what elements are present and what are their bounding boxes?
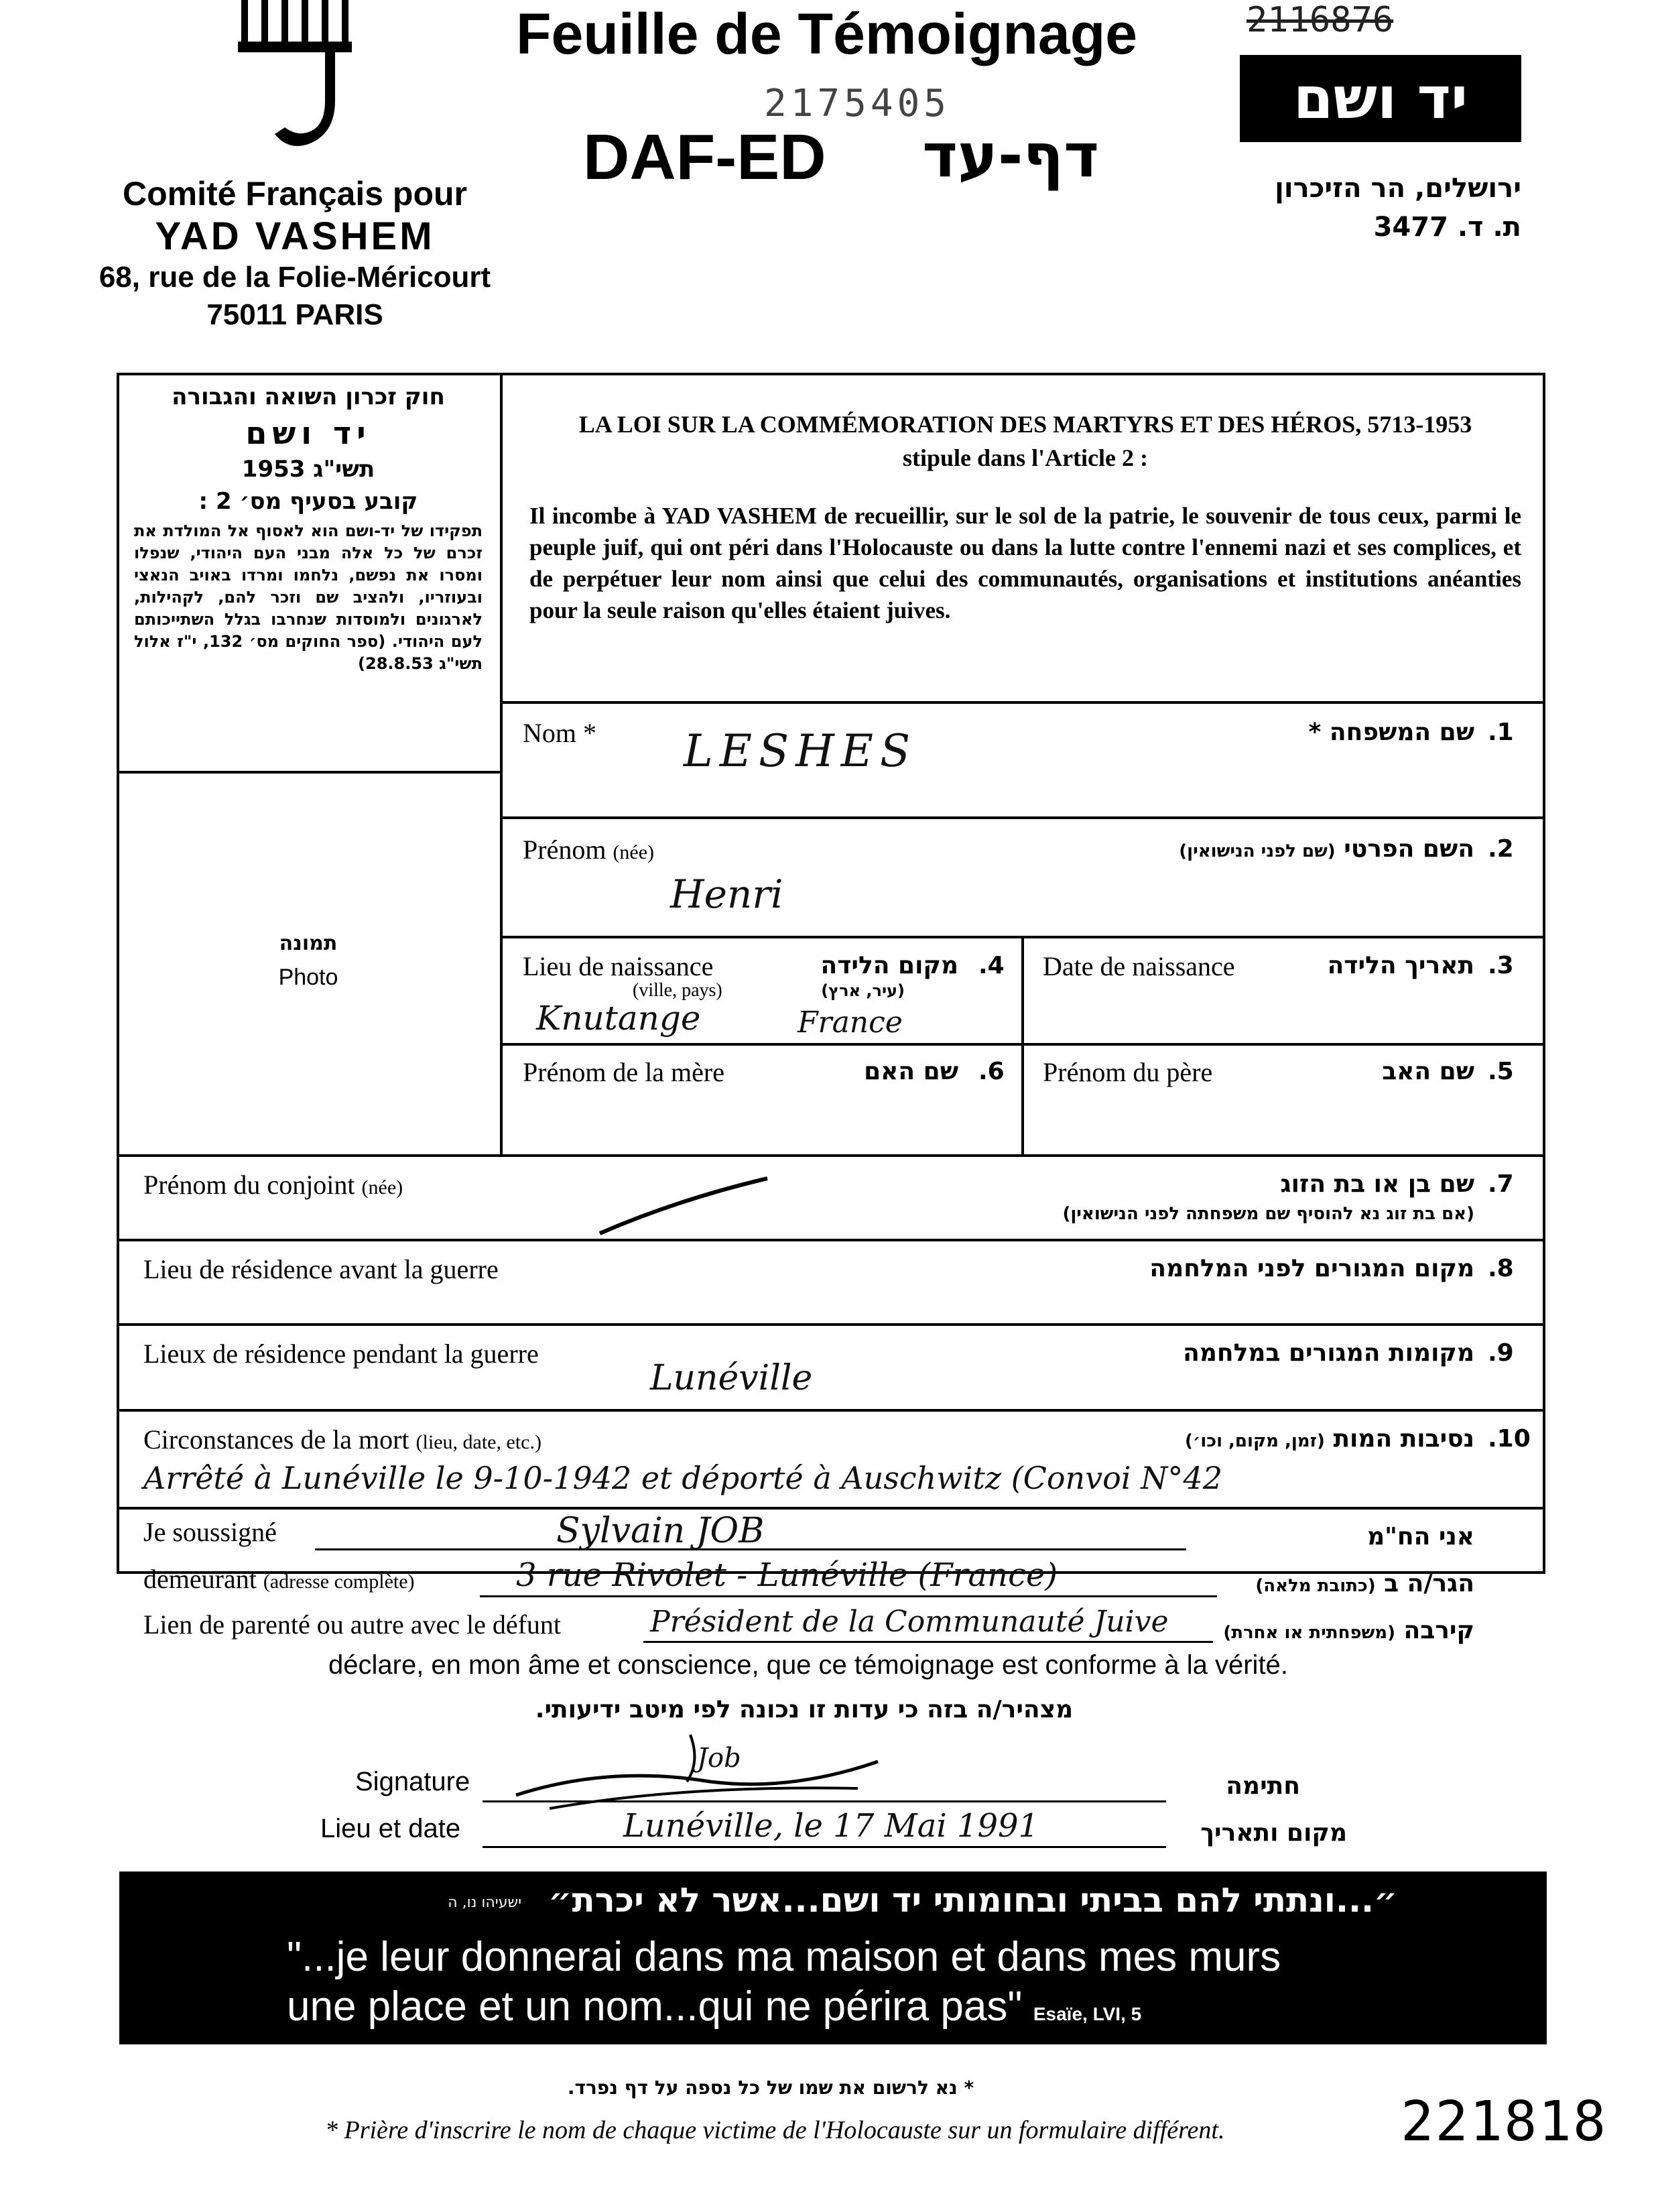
prenom-label-text: Prénom	[523, 835, 607, 865]
lien-label-hebrew	[1220, 1617, 1474, 1644]
residence-pendant-label: Lieux de résidence pendant la guerre	[143, 1339, 539, 1369]
lien-label-hebrew-text: קירבה	[1403, 1617, 1474, 1644]
law-title: LA LOI SUR LA COMMÉMORATION DES MARTYRS ET DES HÉROS, 5713-1953	[578, 411, 1472, 438]
prenom-label-hebrew-small: (שם לפני הנישואין)	[1179, 841, 1336, 861]
hebrew-law-yadvashem: יד ושם	[245, 415, 371, 451]
hebrew-law-title: חוק זכרון השואה והגבורה	[172, 383, 445, 410]
french-law-box	[529, 410, 1521, 626]
yad-vashem-flame-logo	[235, 0, 369, 161]
nom-value[interactable]: LESHES	[684, 725, 917, 777]
lieu-date-label-hebrew: מקום ותאריך	[1200, 1819, 1347, 1847]
declaration-fr: déclare, en mon âme et conscience, que ce témoignage est conforme à la vérité.	[328, 1650, 1288, 1680]
lien-line	[643, 1641, 1213, 1643]
circonstances-label-hebrew	[1005, 1425, 1474, 1453]
lieu-date-value[interactable]: Lunéville, le 17 Mai 1991	[623, 1807, 1039, 1845]
row3-divider	[1021, 936, 1024, 1156]
lien-label: Lien de parenté ou autre avec le défunt	[143, 1609, 562, 1640]
demeurant-line	[480, 1595, 1217, 1597]
nom-label-hebrew	[1072, 719, 1474, 746]
circonstances-label	[143, 1424, 541, 1455]
prenom-label	[523, 834, 654, 865]
conjoint-num: .7	[1488, 1170, 1514, 1198]
residence-avant-num: .8	[1488, 1255, 1514, 1282]
prenom-mere-num: .6	[978, 1058, 1005, 1085]
lieu-naissance-label-hebrew: מקום הלידה	[820, 952, 958, 979]
demeurant-value[interactable]: 3 rue Rivolet - Lunéville (France)	[516, 1556, 1058, 1594]
lieu-naissance-small-hebrew: (עיר, ארץ)	[821, 981, 905, 1000]
demeurant-label-hebrew-text: הגר/ה ב	[1384, 1570, 1474, 1597]
declaration-he: מצהיר/ה בזה כי עדות זו נכונה לפי מיטב ידיעותי.	[535, 1696, 1074, 1723]
signature-label: Signature	[355, 1767, 470, 1796]
hebrew-law-body: תפקידו של יד-ושם הוא לאסוף אל המולדת את זכרם של כל אלה מבני העם היהודי, שנפלו ומסרו את נפשם, נלחמו ומרדו באויב הנאצי ובעוזריו, ולהציב שם וזכר להם, לקהילות, לארגונים ולמוסדות שנחרבו בגלל השתייכותם לעם היהודי. (ספר החוקים מס׳ 132, י"ז אלול תשי"ג 28.8.53)	[134, 521, 483, 673]
hebrew-law-box	[134, 381, 483, 675]
org-city: 75011 PARIS	[206, 298, 383, 331]
banner-french-ref: Esaïe, LVI, 5	[1033, 2004, 1142, 2024]
row6-bottom	[117, 1323, 1545, 1326]
footer-note-french: * Prière d'inscrire le nom de chaque victime de l'Holocauste sur un formulaire différent.	[325, 2116, 1225, 2144]
org-address-block	[87, 173, 503, 334]
quote-banner	[119, 1871, 1547, 2044]
lieu-date-line	[483, 1846, 1166, 1848]
conjoint-label	[143, 1169, 403, 1201]
subtitle-latin: DAF-ED	[583, 121, 826, 193]
po-box: ת. ד. 3477	[1373, 212, 1521, 243]
row1-bottom	[500, 816, 1545, 819]
lieu-date-label: Lieu et date	[320, 1814, 461, 1843]
conjoint-strike-mark	[596, 1173, 771, 1240]
date-naissance-label: Date de naissance	[1043, 951, 1235, 981]
document-number: 221818	[1401, 2090, 1608, 2154]
soussigne-label-hebrew: אני הח"מ	[1367, 1523, 1474, 1550]
prenom-mere-label: Prénom de la mère	[523, 1057, 724, 1087]
soussigne-value[interactable]: Sylvain JOB	[556, 1511, 765, 1551]
nom-num: .1	[1488, 719, 1514, 746]
hebrew-law-bottom	[117, 771, 501, 774]
nom-label: Nom *	[523, 718, 596, 748]
signature-value[interactable]: Job	[697, 1743, 741, 1774]
row8-bottom	[117, 1507, 1545, 1510]
circonstances-label-hebrew-text: נסיבות המות	[1333, 1425, 1474, 1453]
yad-vashem-logo	[1240, 55, 1521, 142]
prenom-label-hebrew-text: השם הפרטי	[1344, 835, 1474, 863]
residence-avant-label-hebrew: מקום המגורים לפני המלחמה	[1149, 1255, 1474, 1282]
page-title: Feuille de Témoignage	[516, 2, 1138, 66]
lieu-naissance-city-value[interactable]: Knutange	[536, 999, 701, 1038]
circonstances-value[interactable]: Arrêté à Lunéville le 9-10-1942 et déporté à Auschwitz (Convoi N°42	[143, 1460, 1222, 1496]
org-street: 68, rue de la Folie-Méricourt	[99, 261, 491, 294]
soussigne-label: Je soussigné	[143, 1517, 277, 1547]
org-name-line1: Comité Français pour	[123, 175, 467, 212]
demeurant-label-hebrew-small: (כתובת מלאה)	[1255, 1576, 1376, 1596]
stamp-crossed: 2116876	[1247, 0, 1394, 40]
date-naissance-num: .3	[1488, 952, 1514, 979]
prenom-mere-label-hebrew: שם האם	[864, 1058, 958, 1085]
circonstances-label-hebrew-small: (זמן, מקום, וכו׳)	[1185, 1431, 1325, 1451]
prenom-pere-label: Prénom du père	[1043, 1057, 1213, 1087]
residence-pendant-label-hebrew: מקומות המגורים במלחמה	[1183, 1339, 1474, 1367]
yad-vashem-logo-text: יד ושם	[1293, 65, 1468, 132]
law-subtitle: stipule dans l'Article 2 :	[903, 444, 1148, 471]
photo-label: Photo	[278, 965, 338, 990]
lieu-naissance-small: (ville, pays)	[633, 980, 722, 1001]
prenom-pere-num: .5	[1488, 1058, 1514, 1085]
date-naissance-label-hebrew: תאריך הלידה	[1327, 952, 1474, 979]
conjoint-label-hebrew-small: (אם בת זוג נא להוסיף שם משפחתה לפני הנישואין)	[1062, 1204, 1474, 1224]
banner-hebrew-ref: ישעיהו נו, ה	[448, 1894, 521, 1911]
law-bottom	[500, 701, 1545, 704]
conjoint-label-text: Prénom du conjoint	[143, 1170, 355, 1200]
law-body: Il incombe à YAD VASHEM de recueillir, sur le sol de la patrie, le souvenir de tous ceux, parmi le peuple juif, qui ont péri dans l'Holocauste ou dans la lutte contre l'ennemi nazi et ses complices, et de perpétuer leur nom ainsi que celui des communautés, organisations et institutions anéanties pour la seule raison qu'elles étaient juives.	[529, 503, 1521, 623]
hebrew-law-article: קובע בסעיף מס׳ 2 :	[198, 488, 418, 515]
demeurant-label-text: demeurant	[143, 1564, 257, 1594]
circonstances-label-small: (lieu, date, etc.)	[416, 1431, 541, 1453]
stamp-number: 2175405	[764, 82, 951, 125]
lieu-naissance-country-value[interactable]: France	[798, 1005, 903, 1040]
banner-french-line2-text: une place et un nom...qui ne périra pas"	[287, 1983, 1023, 2030]
photo-label-hebrew: תמונה	[279, 932, 338, 955]
banner-french-line1: "...je leur donnerai dans ma maison et dans mes murs	[287, 1934, 1281, 1980]
demeurant-label-hebrew	[1233, 1570, 1474, 1597]
prenom-pere-label-hebrew: שם האב	[1382, 1058, 1474, 1085]
lien-label-hebrew-small: (משפחתית או אחרת)	[1223, 1623, 1395, 1643]
footer-note-hebrew: * נא לרשום את שמו של כל נספה על דף נפרד.	[567, 2077, 974, 2099]
nom-label-hebrew-text: שם המשפחה *	[1308, 719, 1474, 746]
law-divider	[500, 373, 503, 1156]
photo-area[interactable]	[127, 932, 489, 991]
banner-hebrew-quote: ״...ונתתי להם בביתי ובחומותי יד ושם...אשר לא יכרת״	[548, 1881, 1398, 1920]
row7-bottom	[117, 1409, 1545, 1412]
row5-bottom	[117, 1239, 1545, 1241]
lieu-naissance-label: Lieu de naissance	[523, 951, 714, 981]
prenom-label-small: (née)	[613, 841, 655, 863]
prenom-label-hebrew	[1005, 835, 1474, 863]
lien-value[interactable]: Président de la Communauté Juive	[650, 1605, 1169, 1639]
conjoint-label-hebrew: שם בן או בת הזוג	[1280, 1170, 1474, 1198]
residence-pendant-value[interactable]: Lunéville	[650, 1358, 813, 1398]
hebrew-law-year: תשי"ג 1953	[241, 456, 375, 483]
circonstances-num: .10	[1488, 1425, 1531, 1453]
conjoint-label-small: (née)	[361, 1176, 403, 1199]
demeurant-label	[143, 1563, 415, 1595]
circonstances-label-text: Circonstances de la mort	[143, 1424, 409, 1455]
prenom-value[interactable]: Henri	[670, 871, 783, 917]
residence-pendant-num: .9	[1488, 1339, 1514, 1367]
signature-label-hebrew: חתימה	[1226, 1772, 1300, 1800]
demeurant-label-small: (adresse complète)	[263, 1571, 415, 1593]
row4-bottom	[117, 1154, 1545, 1157]
lieu-naissance-num: .4	[978, 952, 1005, 979]
subtitle-hebrew: דף-עד	[922, 121, 1099, 191]
banner-french-line2	[287, 1983, 1141, 2030]
residence-avant-label: Lieu de résidence avant la guerre	[143, 1254, 499, 1284]
jerusalem-line: ירושלים, הר הזיכרון	[1275, 173, 1521, 204]
org-name-line2: YAD VASHEM	[155, 214, 435, 258]
prenom-num: .2	[1488, 835, 1514, 863]
